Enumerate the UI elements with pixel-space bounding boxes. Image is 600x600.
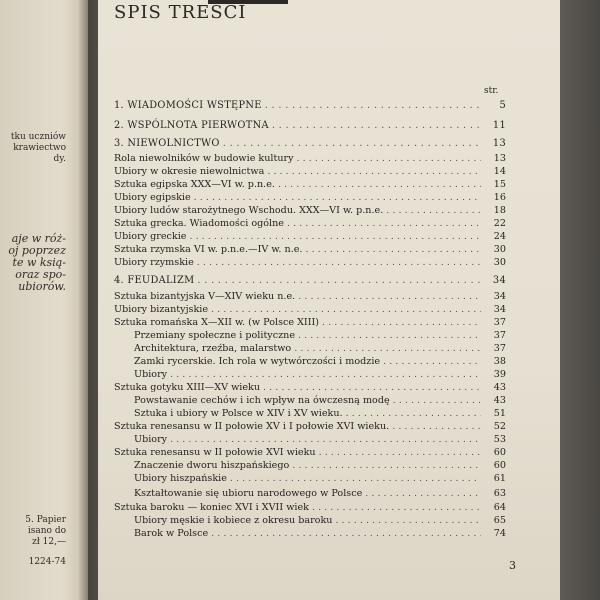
- toc-entry-label: Ubiory: [134, 434, 168, 445]
- toc-entry: [114, 304, 506, 316]
- toc-entry: [114, 179, 506, 191]
- page-column-label: str.: [484, 86, 499, 96]
- toc-entry-page: 34: [493, 304, 506, 315]
- toc-entry: [114, 231, 506, 243]
- toc-entry: [114, 317, 506, 329]
- toc-entry-page: 16: [493, 192, 506, 203]
- toc-chapter-entry: [114, 100, 506, 112]
- toc-leader-dots: [322, 317, 481, 329]
- toc-entry-label: 4. FEUDALIZM: [114, 275, 195, 286]
- left-page-text-fragment: zł 12,—: [32, 537, 66, 547]
- toc-leader-dots: [305, 244, 481, 256]
- left-page-text-fragment: aje w róż-: [11, 232, 66, 245]
- toc-leader-dots: [292, 460, 481, 472]
- toc-entry-label: Sztuka egipska XXX—VI w. p.n.e.: [114, 179, 275, 190]
- toc-entry-label: Ubiory ludów starożytnego Wschodu. XXX—VI w. p.n.e.: [114, 205, 384, 216]
- toc-entry-label: Ubiory greckie: [114, 231, 187, 242]
- toc-leader-dots: [346, 408, 481, 420]
- toc-entry: [134, 488, 506, 500]
- toc-leader-dots: [197, 257, 481, 269]
- toc-entry-page: 60: [493, 447, 506, 458]
- toc-entry: [114, 382, 506, 394]
- toc-entry-page: 38: [493, 356, 506, 367]
- toc-entry: [134, 395, 506, 407]
- toc-chapter-entry: [114, 275, 506, 287]
- toc-leader-dots: [263, 382, 481, 394]
- toc-entry-page: 53: [493, 434, 506, 445]
- left-page: [0, 0, 88, 600]
- toc-entry-label: Ubiory: [134, 369, 168, 380]
- toc-leader-dots: [294, 343, 481, 355]
- toc-entry-page: 15: [493, 179, 506, 190]
- toc-entry-label: Ubiory hiszpańskie: [134, 473, 227, 484]
- toc-entry: [114, 447, 506, 459]
- toc-chapter-entry: [114, 138, 506, 150]
- toc-entry-label: Zamki rycerskie. Ich rola w wytwórczości i modzie: [134, 356, 381, 367]
- toc-entry-page: 18: [493, 205, 506, 216]
- toc-leader-dots: [272, 120, 481, 132]
- toc-entry-page: 51: [493, 408, 506, 419]
- toc-entry-label: Sztuka gotyku XIII—XV wieku: [114, 382, 261, 393]
- toc-leader-dots: [319, 447, 481, 459]
- toc-entry: [114, 192, 506, 204]
- toc-entry-page: 30: [493, 244, 506, 255]
- toc-leader-dots: [383, 356, 481, 368]
- toc-entry: [114, 218, 506, 230]
- toc-entry: [134, 356, 506, 368]
- toc-leader-dots: [298, 291, 481, 303]
- toc-entry: [134, 343, 506, 355]
- toc-entry-label: Sztuka baroku — koniec XVI i XVII wiek: [114, 502, 309, 513]
- toc-entry: [114, 257, 506, 269]
- left-page-text-fragment: 5. Papier: [25, 515, 66, 525]
- toc-entry-label: 2. WSPÓLNOTA PIERWOTNA: [114, 120, 269, 131]
- page-number: 3: [509, 559, 516, 572]
- toc-entry-label: Znaczenie dworu hiszpańskiego: [134, 460, 290, 471]
- toc-leader-dots: [335, 515, 481, 527]
- toc-leader-dots: [197, 275, 481, 287]
- toc-entry-label: 3. NIEWOLNICTWO: [114, 138, 220, 149]
- toc-entry: [114, 244, 506, 256]
- toc-entry-page: 60: [493, 460, 506, 471]
- toc-entry: [134, 369, 506, 381]
- toc-entry-label: Ubiory męskie i kobiece z okresu baroku: [134, 515, 333, 526]
- toc-entry-page: 34: [493, 291, 506, 302]
- toc-leader-dots: [278, 179, 481, 191]
- toc-entry-page: 52: [493, 421, 506, 432]
- toc-entry: [134, 434, 506, 446]
- toc-leader-dots: [393, 395, 481, 407]
- left-page-text-fragment: oj poprzez: [8, 244, 66, 257]
- toc-entry-page: 14: [493, 166, 506, 177]
- toc-entry-label: Architektura, rzeźba, malarstwo: [134, 343, 292, 354]
- toc-leader-dots: [230, 473, 481, 485]
- toc-entry-page: 5: [499, 100, 506, 111]
- toc-leader-dots: [297, 153, 481, 165]
- toc-entry-page: 22: [493, 218, 506, 229]
- left-page-text-fragment: tku uczniów: [10, 132, 66, 142]
- toc-entry-label: Sztuka rzymska VI w. p.n.e.—IV w. n.e.: [114, 244, 303, 255]
- toc-entry: [134, 473, 506, 485]
- toc-entry-label: Powstawanie cechów i ich wpływ na ówczesną modę: [134, 395, 390, 406]
- toc-entry: [134, 460, 506, 472]
- toc-leader-dots: [365, 488, 481, 500]
- toc-chapter-entry: [114, 120, 506, 132]
- toc-entry: [114, 153, 506, 165]
- toc-entry-page: 13: [493, 153, 506, 164]
- toc-leader-dots: [267, 166, 481, 178]
- toc-entry-label: Sztuka grecka. Wiadomości ogólne: [114, 218, 284, 229]
- left-page-text-fragment: te w ksią-: [12, 256, 66, 269]
- page-edge: [560, 0, 600, 600]
- toc-entry: [114, 291, 506, 303]
- toc-leader-dots: [265, 100, 481, 112]
- toc-entry-page: 30: [493, 257, 506, 268]
- left-page-text-fragment: ubiorów.: [18, 280, 66, 293]
- toc-entry-label: Kształtowanie się ubioru narodowego w Polsce: [134, 488, 363, 499]
- toc-entry-page: 65: [493, 515, 506, 526]
- toc-entry: [134, 515, 506, 527]
- toc-entry-page: 43: [493, 395, 506, 406]
- left-page-text-fragment: oraz spo-: [15, 268, 66, 281]
- toc-entry-page: 61: [493, 473, 506, 484]
- toc-leader-dots: [298, 330, 481, 342]
- toc-entry-label: 1. WIADOMOŚCI WSTĘPNE: [114, 100, 262, 111]
- toc-entry-label: Rola niewolników w budowie kultury: [114, 153, 294, 164]
- toc-leader-dots: [211, 304, 481, 316]
- toc-entry-label: Ubiory w okresie niewolnictwa: [114, 166, 265, 177]
- toc-entry-label: Sztuka bizantyjska V—XIV wieku n.e.: [114, 291, 296, 302]
- left-page-text-fragment: krawiectwo: [13, 143, 66, 153]
- toc-entry: [114, 205, 506, 217]
- toc-entry: [134, 408, 506, 420]
- toc-entry-label: Barok w Polsce: [134, 528, 209, 539]
- toc-leader-dots: [170, 434, 481, 446]
- toc-entry: [114, 421, 506, 433]
- toc-entry-page: 39: [493, 369, 506, 380]
- toc-entry-label: Sztuka renesansu w II połowie XVI wieku: [114, 447, 316, 458]
- toc-entry: [114, 502, 506, 514]
- toc-entry-page: 24: [493, 231, 506, 242]
- toc-entry-page: 63: [493, 488, 506, 499]
- toc-leader-dots: [312, 502, 481, 514]
- toc-entry-label: Ubiory rzymskie: [114, 257, 194, 268]
- toc-entry-label: Sztuka romańska X—XII w. (w Polsce XIII): [114, 317, 320, 328]
- toc-entry: [114, 166, 506, 178]
- toc-entry-page: 37: [493, 330, 506, 341]
- toc-entry: [134, 528, 506, 540]
- toc-entry-label: Sztuka i ubiory w Polsce w XIV i XV wieku.: [134, 408, 343, 419]
- toc-entry-label: Przemiany społeczne i polityczne: [134, 330, 295, 341]
- toc-entry-page: 13: [492, 138, 506, 149]
- toc-entry-label: Ubiory bizantyjskie: [114, 304, 209, 315]
- toc-entry-page: 34: [492, 275, 506, 286]
- left-page-text-fragment: dy.: [53, 154, 66, 164]
- toc-leader-dots: [223, 138, 481, 150]
- toc-entry: [134, 330, 506, 342]
- toc-entry-page: 74: [493, 528, 506, 539]
- toc-leader-dots: [287, 218, 481, 230]
- toc-leader-dots: [211, 528, 481, 540]
- toc-entry-label: Ubiory egipskie: [114, 192, 191, 203]
- toc-entry-page: 43: [493, 382, 506, 393]
- toc-leader-dots: [392, 421, 481, 433]
- toc-leader-dots: [194, 192, 481, 204]
- left-page-text-fragment: isano do: [27, 526, 66, 536]
- toc-leader-dots: [170, 369, 481, 381]
- toc-entry-page: 64: [493, 502, 506, 513]
- page-title: SPIS TREŚCI: [114, 2, 247, 23]
- toc-entry-page: 37: [493, 317, 506, 328]
- left-page-text-fragment: 1224-74: [28, 557, 66, 567]
- toc-leader-dots: [189, 231, 481, 243]
- toc-entry-label: Sztuka renesansu w II połowie XV i I połowie XVI wieku.: [114, 421, 390, 432]
- toc-entry-page: 11: [492, 120, 506, 131]
- toc-entry-page: 37: [493, 343, 506, 354]
- toc-leader-dots: [386, 205, 481, 217]
